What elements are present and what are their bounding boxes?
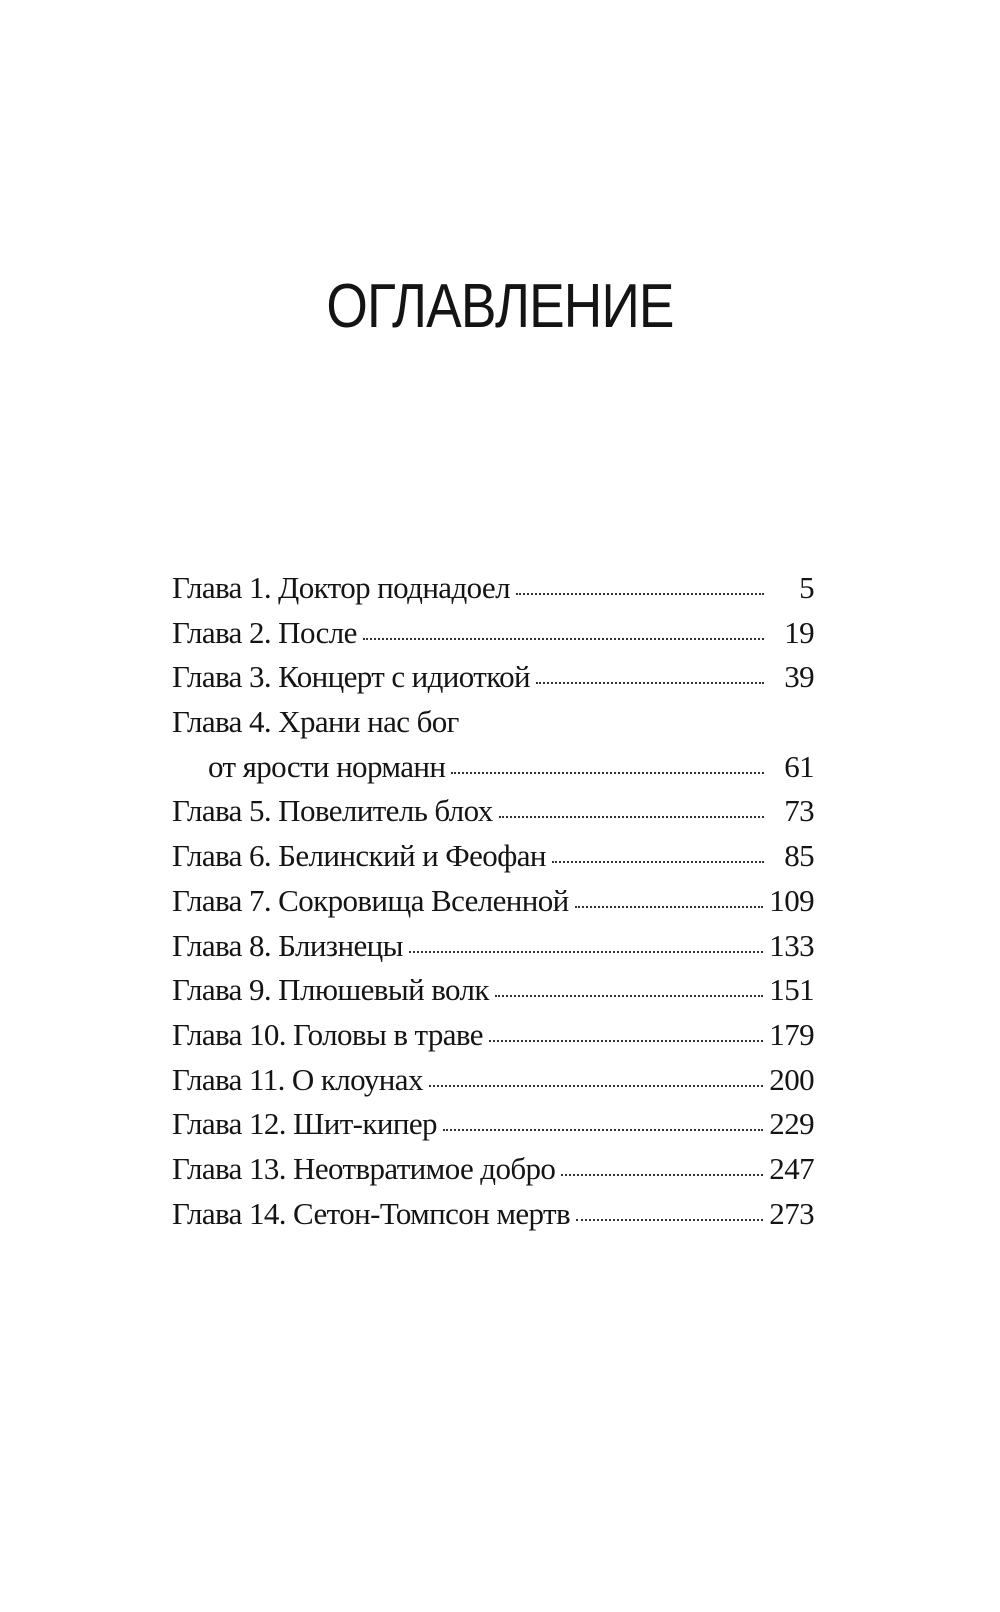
toc-entry — [172, 1147, 814, 1192]
toc-entry — [172, 566, 814, 611]
toc-entry-title: Глава 11. О клоунах — [172, 1061, 423, 1097]
toc-entry-page: 229 — [769, 1106, 814, 1142]
toc-entry-page: 200 — [769, 1061, 814, 1097]
toc-entry — [172, 834, 814, 879]
toc-entry-title: Глава 3. Концерт с идиоткой — [172, 659, 530, 695]
dot-leader — [561, 1174, 763, 1176]
dot-leader — [495, 995, 763, 997]
dot-leader — [516, 593, 764, 595]
toc-entry — [172, 789, 814, 834]
toc-entry-page: 39 — [784, 659, 814, 695]
dot-leader — [489, 1040, 763, 1042]
toc-entry-page: 151 — [769, 972, 814, 1008]
toc-entry-page: 73 — [784, 793, 814, 829]
toc-entry-title: Глава 12. Шит-кипер — [172, 1106, 437, 1142]
dot-leader — [429, 1085, 763, 1087]
toc-entry — [172, 1192, 814, 1237]
toc-entry-page: 19 — [784, 614, 814, 650]
toc-entry-title: Глава 14. Сетон-Томпсон мертв — [172, 1195, 570, 1231]
toc-entry — [172, 1058, 814, 1103]
toc-entry — [172, 968, 814, 1013]
toc-entry-title: Глава 8. Близнецы — [172, 927, 403, 963]
toc-entry-title: Глава 5. Повелитель блох — [172, 793, 493, 829]
toc-entry-page: 247 — [769, 1150, 814, 1186]
toc-entry-title: Глава 7. Сокровища Вселенной — [172, 882, 569, 918]
dot-leader — [451, 772, 764, 774]
dot-leader — [536, 682, 764, 684]
dot-leader — [499, 816, 764, 818]
toc-entry — [172, 611, 814, 656]
toc-entry-title: от ярости норманн — [208, 748, 446, 784]
toc-entry-title: Глава 6. Белинский и Феофан — [172, 838, 546, 874]
toc-entry — [172, 924, 814, 969]
toc-entry — [172, 655, 814, 700]
toc-entry-page: 179 — [769, 1016, 814, 1052]
toc-entry-title: Глава 13. Неотвратимое добро — [172, 1150, 556, 1186]
dot-leader — [552, 861, 764, 863]
table-of-contents — [172, 566, 814, 1236]
toc-entry-page: 133 — [769, 927, 814, 963]
toc-entry — [172, 700, 814, 745]
toc-entry — [172, 879, 814, 924]
toc-entry-page: 61 — [784, 748, 814, 784]
toc-entry-title: Глава 1. Доктор поднадоел — [172, 570, 510, 605]
toc-entry-title: Глава 9. Плюшевый волк — [172, 972, 489, 1008]
dot-leader — [443, 1129, 763, 1131]
toc-entry-page: 5 — [799, 570, 814, 605]
toc-entry-page: 85 — [784, 838, 814, 874]
dot-leader — [363, 638, 764, 640]
toc-entry-title: Глава 4. Храни нас бог — [172, 704, 459, 740]
dot-leader — [409, 951, 763, 953]
toc-entry-page: 273 — [769, 1195, 814, 1231]
toc-entry — [172, 745, 814, 790]
dot-leader — [575, 906, 764, 908]
dot-leader — [576, 1219, 763, 1221]
page-title: ОГЛАВЛЕНИЕ — [326, 272, 674, 341]
toc-entry-title: Глава 10. Головы в траве — [172, 1016, 483, 1052]
toc-entry-title: Глава 2. После — [172, 614, 357, 650]
toc-entry — [172, 1102, 814, 1147]
toc-entry-page: 109 — [769, 882, 814, 918]
toc-entry — [172, 1013, 814, 1058]
